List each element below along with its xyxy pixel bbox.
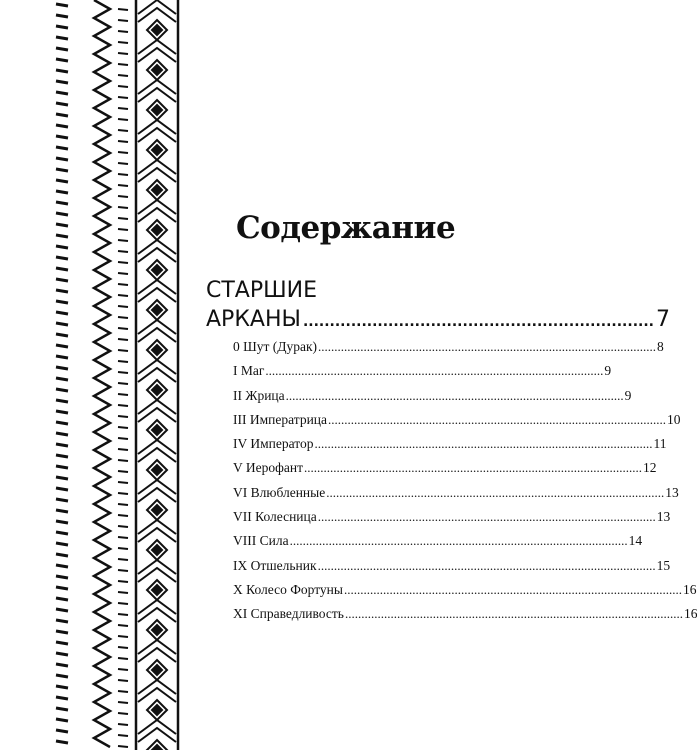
section-title-line2-row xyxy=(206,305,670,337)
page-title: Содержание xyxy=(236,210,456,246)
toc-entry-label: XI Справедливость xyxy=(233,606,344,622)
leader-dots: ........................................................................................................ xyxy=(314,436,653,452)
leader-dots: ........................................................................................................ xyxy=(265,363,604,379)
toc-entry xyxy=(233,557,671,582)
toc-entries xyxy=(233,339,697,631)
toc-entry-page: 16 xyxy=(682,581,697,597)
toc-entry-page: 9 xyxy=(624,387,632,403)
leader-dots: ........................................................................................................ xyxy=(304,460,642,476)
leader-dots: ........................................................................................................ xyxy=(318,339,657,354)
section-page-number: 7 xyxy=(655,307,670,332)
toc-entry-label: VII Колесница xyxy=(233,509,317,525)
toc-entry-label: IX Отшельник xyxy=(233,557,317,573)
toc-entry xyxy=(233,363,612,387)
toc-entry-page: 16 xyxy=(683,606,697,622)
leader-dots: ........................................................................................................ xyxy=(344,606,683,622)
leader-dots: .................................................................. xyxy=(302,314,654,330)
toc-entry xyxy=(233,606,697,630)
toc-entry xyxy=(233,339,664,363)
leader-dots: ........................................................................................................ xyxy=(317,509,656,525)
toc-entry-page: 14 xyxy=(628,533,643,549)
toc-entry-page: 13 xyxy=(665,484,679,500)
toc-entry-page: 15 xyxy=(656,557,671,573)
toc-entry-page: 11 xyxy=(653,436,667,452)
toc-entry-label: VIII Сила xyxy=(233,533,289,549)
toc-entry-label: VI Влюбленные xyxy=(233,484,326,500)
folk-ornament-border-icon xyxy=(0,0,190,750)
toc-section xyxy=(206,276,670,337)
toc-entry-label: I Маг xyxy=(233,363,265,379)
toc-entry-label: III Императрица xyxy=(233,411,328,427)
leader-dots: ........................................................................................................ xyxy=(328,411,667,427)
toc-entry-label: II Жрица xyxy=(233,387,285,403)
toc-entry-label: 0 Шут (Дурак) xyxy=(233,339,318,354)
leader-dots: ........................................................................................................ xyxy=(343,581,682,597)
section-title-line2: АРКАНЫ xyxy=(206,307,301,332)
toc-entry-label: IV Император xyxy=(233,436,314,452)
toc-entry xyxy=(233,509,671,533)
leader-dots: ........................................................................................................ xyxy=(285,387,624,403)
toc-entry xyxy=(233,484,679,509)
leader-dots: ........................................................................................................ xyxy=(326,484,665,500)
leader-dots: ........................................................................................................ xyxy=(289,533,628,549)
toc-entry-page: 8 xyxy=(657,339,664,354)
toc-entry xyxy=(233,460,657,484)
toc-entry-label: X Колесо Фортуны xyxy=(233,581,343,597)
toc-entry xyxy=(233,533,643,557)
toc-entry-page: 9 xyxy=(604,363,612,379)
leader-dots: ........................................................................................................ xyxy=(317,557,656,573)
toc-entry-label: V Иерофант xyxy=(233,460,303,476)
section-title-line1: СТАРШИЕ xyxy=(206,278,317,303)
toc-entry-page: 12 xyxy=(643,460,657,476)
toc-entry-page: 10 xyxy=(667,411,681,427)
toc-entry-page: 13 xyxy=(656,509,671,525)
toc-entry xyxy=(233,581,697,606)
toc-entry xyxy=(233,411,681,436)
toc-entry xyxy=(233,436,667,460)
toc-entry xyxy=(233,387,632,412)
